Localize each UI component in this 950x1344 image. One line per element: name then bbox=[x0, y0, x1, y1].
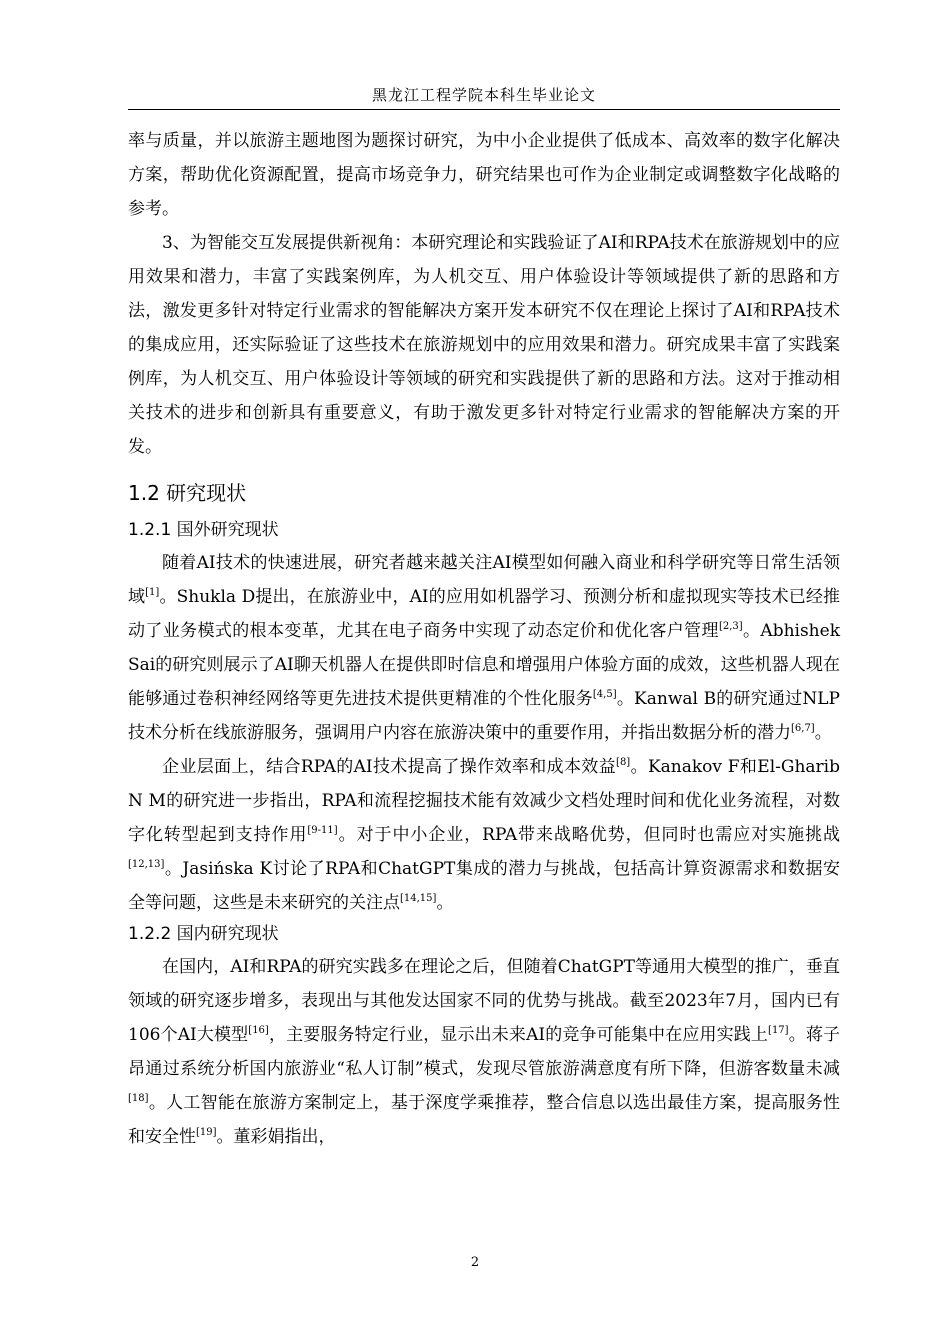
citation: [16] bbox=[248, 1025, 269, 1036]
citation: [19] bbox=[196, 1127, 217, 1138]
citation: [2,3] bbox=[718, 621, 743, 632]
citation: [12,13] bbox=[128, 859, 165, 870]
subsection-heading-1-2-2: 1.2.2 国内研究现状 bbox=[128, 924, 279, 944]
section-heading-1-2: 1.2 研究现状 bbox=[128, 481, 247, 505]
citation: [14,15] bbox=[400, 893, 437, 904]
citation: [4,5] bbox=[592, 689, 617, 700]
page-header-title: 黑龙江工程学院本科生毕业论文 bbox=[371, 86, 596, 104]
paragraph-foreign-research-1: 随着AI技术的快速进展，研究者越来越关注AI模型如何融入商业和科学研究等日常生活领域[1]。Shukla D提出，在旅游业中，AI的应用如机器学习、预测分析和虚拟现实等技术已经推动了业务模式的根本变革，尤其在电子商务中实现了动态定价和优化客户管理[2,3]。Abhishek Sai的研究则展示了AI聊天机器人在提供即时信息和增强用户体验方面的成效，这些机器人现在能够通过卷积神经网络等更先进技术提供更精准的个性化服务[4,5]。Kanwal B的研究通过NLP技术分析在线旅游服务，强调用户内容在旅游决策中的重要作用，并指出数据分析的潜力[6,7]。 bbox=[128, 553, 841, 743]
citation: [18] bbox=[128, 1093, 149, 1104]
page-number: 2 bbox=[470, 1255, 480, 1270]
citation: [17] bbox=[768, 1025, 789, 1036]
paragraph-intro-continued: 率与质量，并以旅游主题地图为题探讨研究，为中小企业提供了低成本、高效率的数字化解决方案，帮助优化资源配置，提高市场竞争力，研究结果也可作为企业制定或调整数字化战略的参考。 bbox=[128, 131, 840, 219]
page-body bbox=[128, 124, 840, 1154]
paragraph-domestic-research-1: 在国内，AI和RPA的研究实践多在理论之后，但随着ChatGPT等通用大模型的推广，垂直领域的研究逐步增多，表现出与其他发达国家不同的优势与挑战。截至2023年7月，国内已有106个AI大模型[16]，主要服务特定行业，显示出未来AI的竞争可能集中在应用实践上[17]。蒋子昂通过系统分析国内旅游业“私人订制”模式，发现尽管旅游满意度有所下降，但游客数量未减[18]。人工智能在旅游方案制定上，基于深度学乘推荐，整合信息以选出最佳方案，提高服务性和安全性[19]。董彩娟指出， bbox=[128, 957, 840, 1147]
citation: [8] bbox=[616, 757, 631, 768]
subsection-heading-1-2-1: 1.2.1 国外研究现状 bbox=[128, 520, 279, 540]
citation: [6,7] bbox=[791, 723, 815, 734]
citation: [9-11] bbox=[307, 825, 338, 836]
header-divider bbox=[128, 109, 840, 110]
paragraph-intro-point-3: 3、为智能交互发展提供新视角：本研究理论和实践验证了AI和RPA技术在旅游规划中的应用效果和潜力，丰富了实践案例库，为人机交互、用户体验设计等领域提供了新的思路和方法，激发更多针对特定行业需求的智能解决方案开发本研究不仅在理论上探讨了AI和RPA技术的集成应用，还实际验证了这些技术在旅游规划中的应用效果和潜力。研究成果丰富了实践案例库，为人机交互、用户体验设计等领域的研究和实践提供了新的思路和方法。这对于推动相关技术的进步和创新具有重要意义，有助于激发更多针对特定行业需求的智能解决方案的开发。 bbox=[128, 233, 840, 457]
citation: [1] bbox=[145, 587, 160, 598]
paragraph-foreign-research-2: 企业层面上，结合RPA的AI技术提高了操作效率和成本效益[8]。Kanakov F和El-Gharib N M的研究进一步指出，RPA和流程挖掘技术能有效减少文档处理时间和优化业务流程，对数字化转型起到支持作用[9-11]。对于中小企业，RPA带来战略优势，但同时也需应对实施挑战[12,13]。Jasińska K讨论了RPA和ChatGPT集成的潜力与挑战，包括高计算资源需求和数据安全等问题，这些是未来研究的关注点[14,15]。 bbox=[128, 757, 840, 913]
